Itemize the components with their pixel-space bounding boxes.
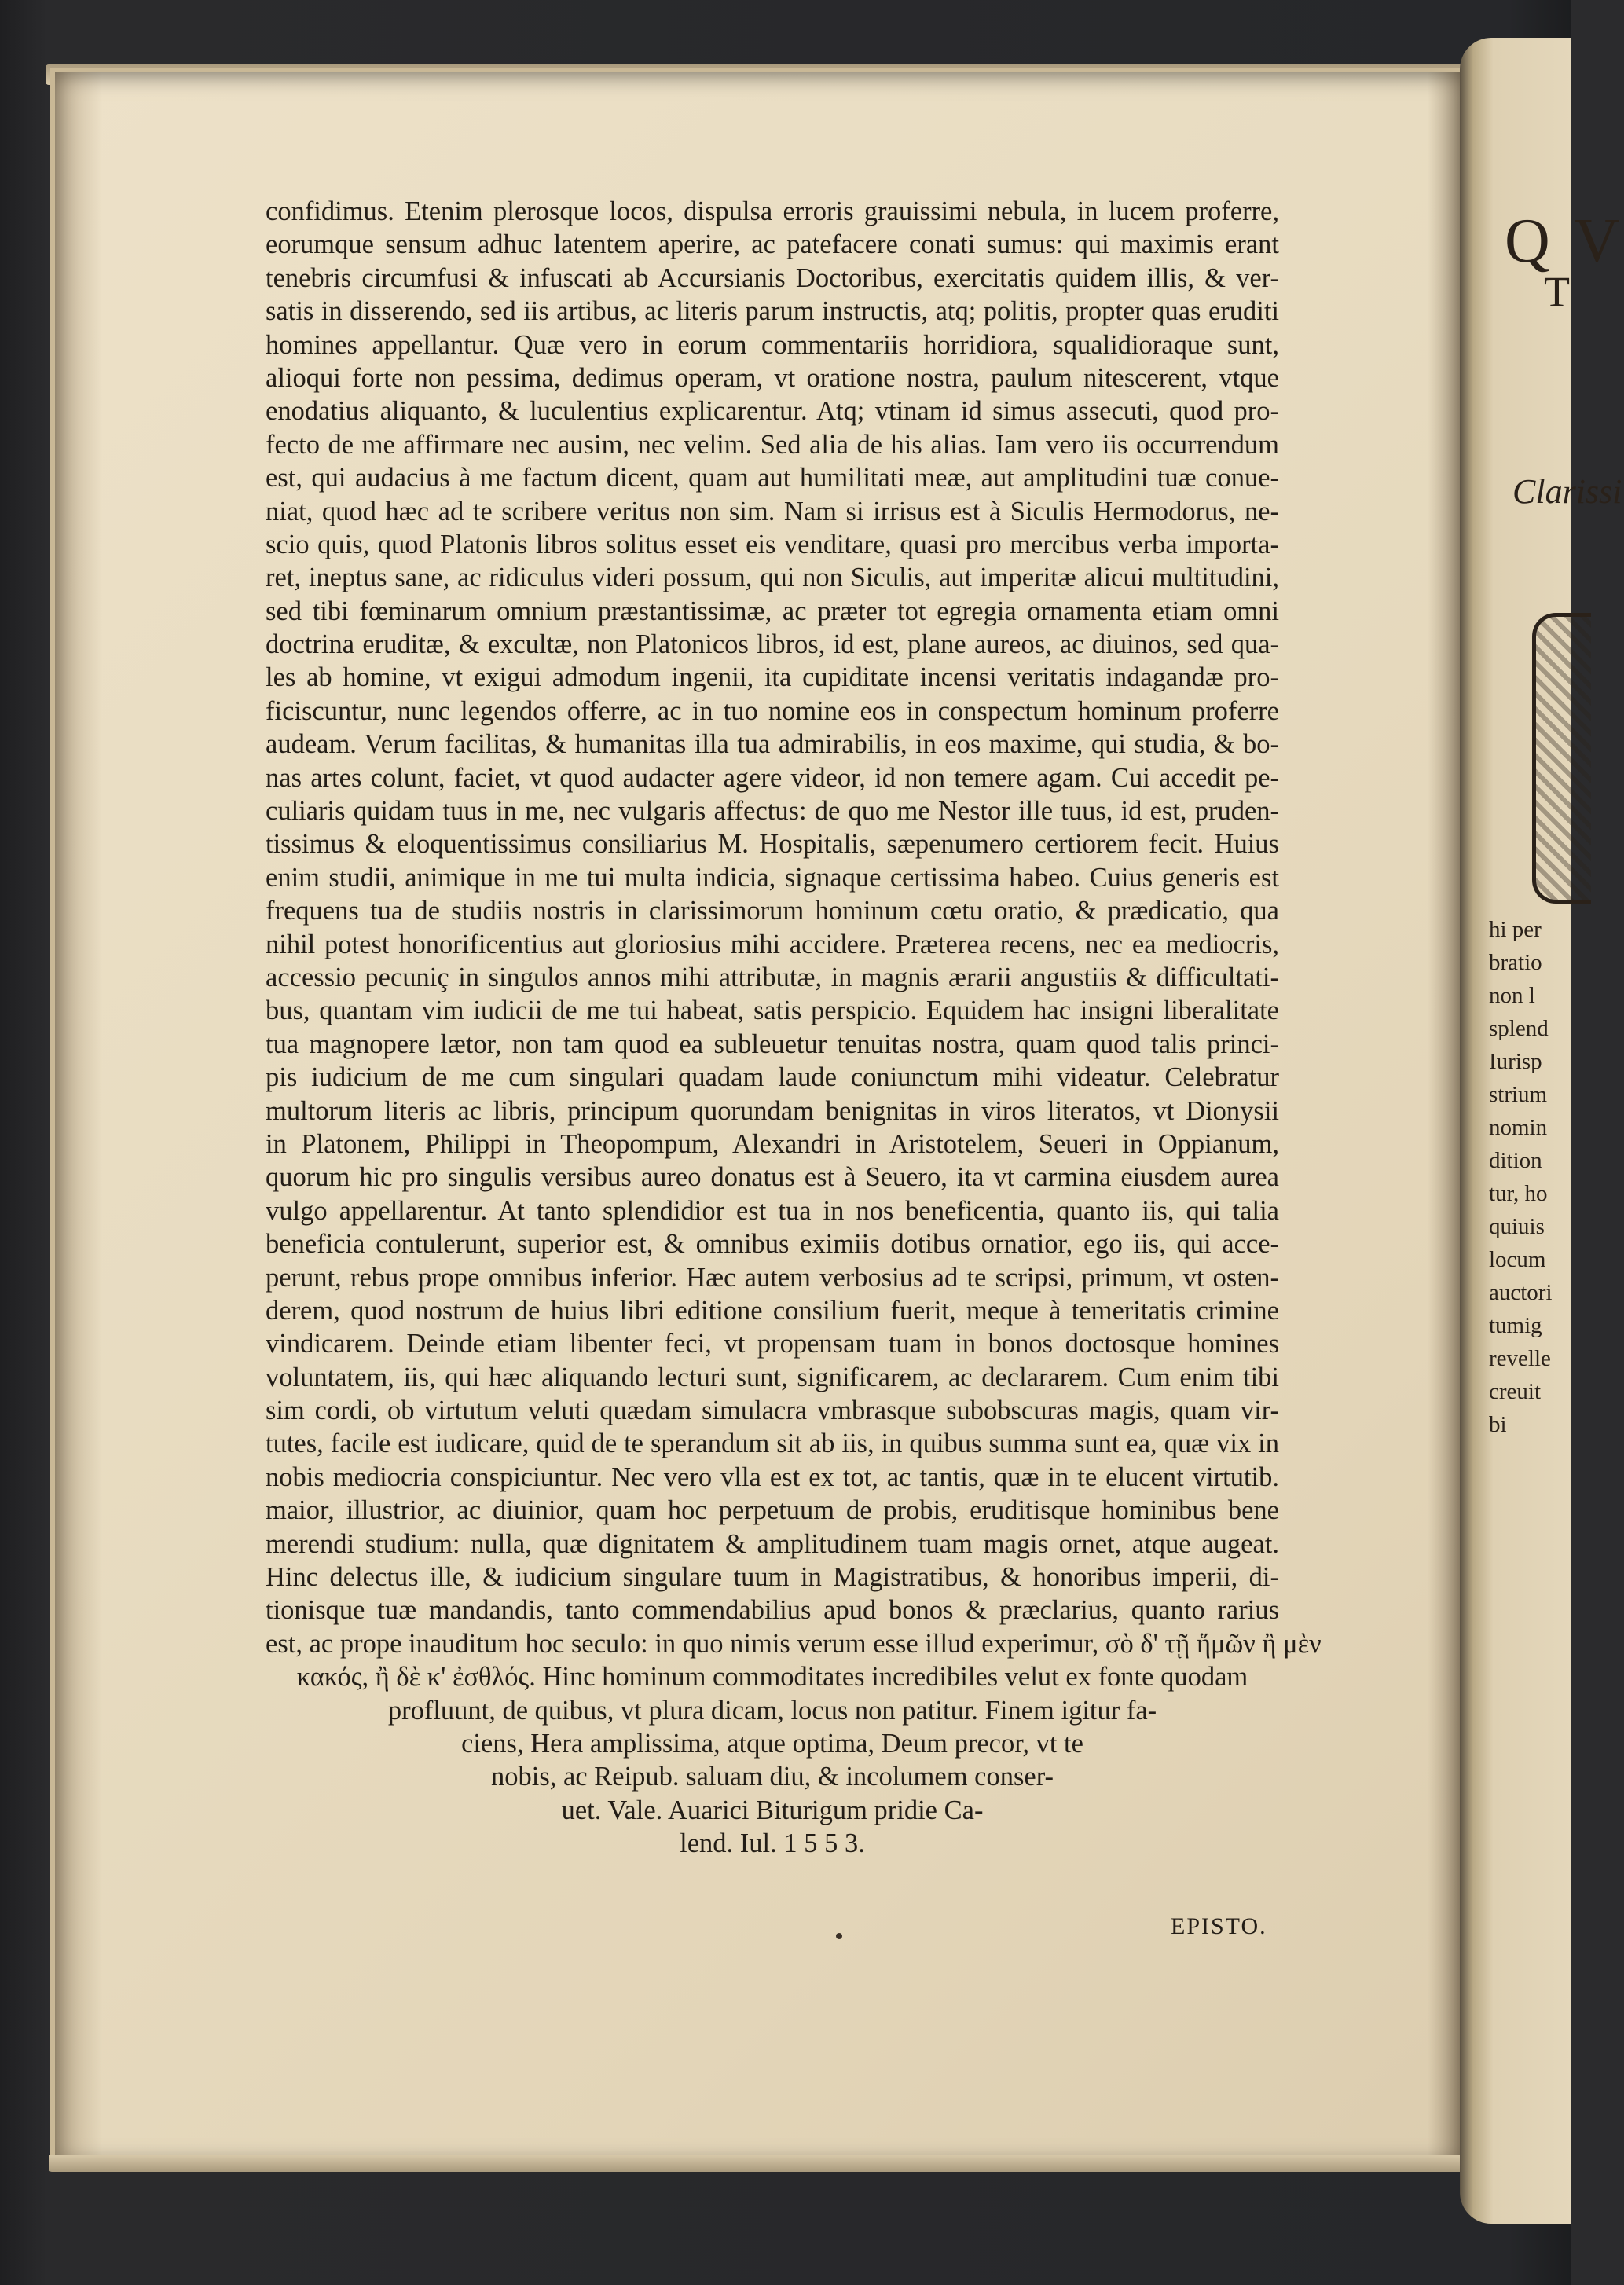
- tail-line: κακός, ἢ δὲ κ' ἐσθλός. Hinc hominum commoditates incredibiles velut ex fonte quodam: [296, 1662, 1248, 1693]
- ornament-initial-icon: [1532, 613, 1591, 904]
- text-line: Hinc delectus ille, & iudicium singulare tuum in Magistratibus, & honoribus imperii, di-: [266, 1562, 1279, 1593]
- text-line: confidimus. Etenim plerosque locos, dispulsa erroris grauissimi nebula, in lucem proferre,: [266, 196, 1279, 226]
- facing-line: non l: [1489, 983, 1535, 1008]
- facing-line: bratio: [1489, 950, 1542, 975]
- text-line: sed tibi fœminarum omnium præstantissimæ, ac præter tot egregia ornamenta etiam omni: [266, 596, 1279, 626]
- facing-line: revelle: [1489, 1346, 1551, 1371]
- text-line: bus, quantam vim iudicii de me tui habeat, satis perspicio. Equidem hac insigni liberalitate: [266, 996, 1279, 1026]
- text-line: in Platonem, Philippi in Theopompum, Alexandri in Aristotelem, Seueri in Oppianum,: [266, 1128, 1279, 1159]
- text-line: nobis mediocria conspiciuntur. Nec vero vlla est ex tot, ac tantis, quæ in te elucent virtutib.: [266, 1462, 1279, 1492]
- tail-line: uet. Vale. Auarici Biturigum pridie Ca-: [561, 1795, 984, 1825]
- facing-line: splend: [1489, 1016, 1549, 1041]
- text-line: multorum literis ac libris, principum quorundam benignitas in viros literatos, vt Dionysii: [266, 1095, 1279, 1126]
- facing-line: locum: [1489, 1247, 1546, 1272]
- text-line: tenebris circumfusi & infuscati ab Accursianis Doctoribus, exercitatis quidem illis, & ver-: [266, 262, 1279, 293]
- text-line: tua magnopere lætor, non tam quod ea subleuetur tenuitas nostra, quam quod talis princi-: [266, 1029, 1279, 1059]
- text-line: tutes, facile est iudicare, quid de te sperandum sit ab iis, in quibus summa sunt ea, quæ vix in: [266, 1429, 1279, 1459]
- text-line: vindicarem. Deinde etiam libenter feci, vt propensam tuam in bonos doctosque homines: [266, 1329, 1279, 1359]
- text-line: derem, quod nostrum de huius libri editione consilium fuerit, meque à temeritatis crimine: [266, 1295, 1279, 1326]
- text-line: sim cordi, ob virtutum veluti quædam simulacra vmbrasque subobscuras magis, quam vir-: [266, 1396, 1279, 1426]
- text-line: quorum hic pro singulis versibus aureo donatus est à Seuero, ita vt carmina eiusdem aurea: [266, 1162, 1279, 1193]
- text-line: maior, illustrior, ac diuinior, quam hoc perpetuum de probis, eruditisque hominibus bene: [266, 1495, 1279, 1526]
- facing-page-heading: Q V: [1505, 207, 1624, 276]
- facing-page-text: [1489, 913, 1553, 1441]
- text-line: eorumque sensum adhuc latentem aperire, ac patefacere conati sumus: qui maximis erant: [266, 229, 1279, 260]
- text-line: tionisque tuæ mandandis, tanto commendabilius apud bonos & præclarius, quanto rarius: [266, 1595, 1279, 1626]
- text-line: homines appellantur. Quæ vero in eorum commentariis horridiora, squalidioraque sunt,: [266, 329, 1279, 360]
- text-line: culiaris quidam tuus in me, nec vulgaris affectus: de quo me Nestor ille tuus, id est, pruden-: [266, 796, 1279, 827]
- main-text-block: [266, 195, 1322, 1861]
- text-line: merendi studium: nulla, quæ dignitatem & amplitudinem tuam magis ornet, atque augeat.: [266, 1528, 1279, 1559]
- ink-dot: [836, 1933, 842, 1939]
- text-line: est, ac prope inauditum hoc seculo: in quo nimis verum esse illud experimur, σὸ δ' τῇ ἥμῶν ἢ μὲν: [266, 1628, 1322, 1659]
- text-line: ficiscuntur, nunc legendos offerre, ac in tuo nomine eos in conspectum hominum proferre: [266, 695, 1279, 726]
- tail-line: lend. Iul. 1 5 5 3.: [680, 1828, 865, 1859]
- facing-line: strium: [1489, 1082, 1548, 1107]
- text-line: satis in disserendo, sed iis artibus, ac literis parum instructis, atq; politis, propter quas eruditi: [266, 296, 1279, 327]
- catchword: EPISTO.: [1171, 1913, 1267, 1939]
- facing-line: dition: [1489, 1148, 1542, 1173]
- facing-line: tur, ho: [1489, 1181, 1548, 1206]
- facing-page-subheading: T: [1544, 268, 1570, 315]
- facing-line: Iurisp: [1489, 1049, 1542, 1074]
- tail-line: ciens, Hera amplissima, atque optima, Deum precor, vt te: [461, 1728, 1083, 1759]
- text-line: pis iudicium de me cum singulari quadam laude coniunctum mihi videatur. Celebratur: [266, 1062, 1279, 1093]
- text-line: enim studii, animique in me tui multa indicia, signaque certissima habeo. Cuius generis est: [266, 862, 1279, 893]
- text-line: beneficia contulerunt, superior est, & omnibus eximiis dotibus ornatior, ego iis, qui acce-: [266, 1229, 1279, 1260]
- text-line: audeam. Verum facilitas, & humanitas illa tua admirabilis, in eos maxime, qui studia, & bo-: [266, 729, 1279, 760]
- text-line: alioqui forte non pessima, dedimus operam, vt oratione nostra, paulum nitescerent, vtque: [266, 362, 1279, 393]
- tail-line: nobis, ac Reipub. saluam diu, & incolumem conser-: [491, 1762, 1054, 1792]
- facing-line: tumig: [1489, 1313, 1542, 1338]
- facing-page-script-heading: Clarissi: [1512, 472, 1622, 511]
- text-line: vulgo appellarentur. At tanto splendidior est tua in nos beneficentia, quanto iis, qui talia: [266, 1195, 1279, 1226]
- text-line: nas artes colunt, faciet, vt quod audacter agere videor, id non temere agam. Cui accedit pe-: [266, 762, 1279, 793]
- tail-line: profluunt, de quibus, vt plura dicam, locus non patitur. Finem igitur fa-: [387, 1695, 1157, 1726]
- text-line: scio quis, quod Platonis libros solitus esset eis venditare, quasi pro mercibus verba importa-: [266, 529, 1279, 559]
- text-line: enodatius aliquanto, & luculentius explicarentur. Atq; vtinam id simus assecuti, quod pro-: [266, 396, 1279, 427]
- text-line: perunt, rebus prope omnibus inferior. Hæc autem verbosius ad te scripsi, primum, vt osten-: [266, 1262, 1279, 1293]
- facing-line: quiuis: [1489, 1214, 1545, 1239]
- facing-line: auctori: [1489, 1280, 1553, 1305]
- facing-line: bi: [1489, 1412, 1507, 1437]
- text-line: doctrina eruditæ, & excultæ, non Platonicos libros, id est, plane aureos, ac diuinos, sed qua-: [266, 629, 1279, 660]
- facing-line: nomin: [1489, 1115, 1548, 1140]
- text-line: frequens tua de studiis nostris in clarissimorum hominum cœtu oratio, & prædicatio, qua: [266, 896, 1279, 926]
- text-line: tissimus & eloquentissimus consiliarius M. Hospitalis, sæpenumero certiorem fecit. Huius: [266, 829, 1279, 860]
- facing-line: creuit: [1489, 1379, 1542, 1404]
- text-line: accessio pecuniç in singulos annos mihi attributæ, in magnis ærarii angustiis & difficultati-: [266, 962, 1279, 992]
- text-line: fecto de me affirmare nec ausim, nec velim. Sed alia de his alias. Iam vero iis occurrendum: [266, 429, 1279, 460]
- text-line: les ab homine, vt exigui admodum ingenii, ita cupiditate incensi veritatis indagandæ pro-: [266, 662, 1279, 693]
- text-line: voluntatem, iis, qui hæc aliquando lecturi sunt, significarem, ac declararem. Cum enim tibi: [266, 1362, 1279, 1392]
- page-bottom-edge: [49, 2155, 1469, 2172]
- facing-line: hi per: [1489, 917, 1542, 942]
- text-line: nihil potest honorificentius aut gloriosius mihi accidere. Præterea recens, nec ea mediocris,: [266, 929, 1279, 959]
- text-line: est, qui audacius à me factum dicent, quam aut humilitati meæ, aut amplitudini tuæ conue-: [266, 463, 1279, 493]
- text-line: ret, ineptus sane, ac ridiculus videri possum, qui non Siculis, aut imperitæ alicui multitudini,: [266, 563, 1279, 593]
- text-line: niat, quod hæc ad te scribere veritus non sim. Nam si irrisus est à Siculis Hermodorus, ne-: [266, 496, 1279, 526]
